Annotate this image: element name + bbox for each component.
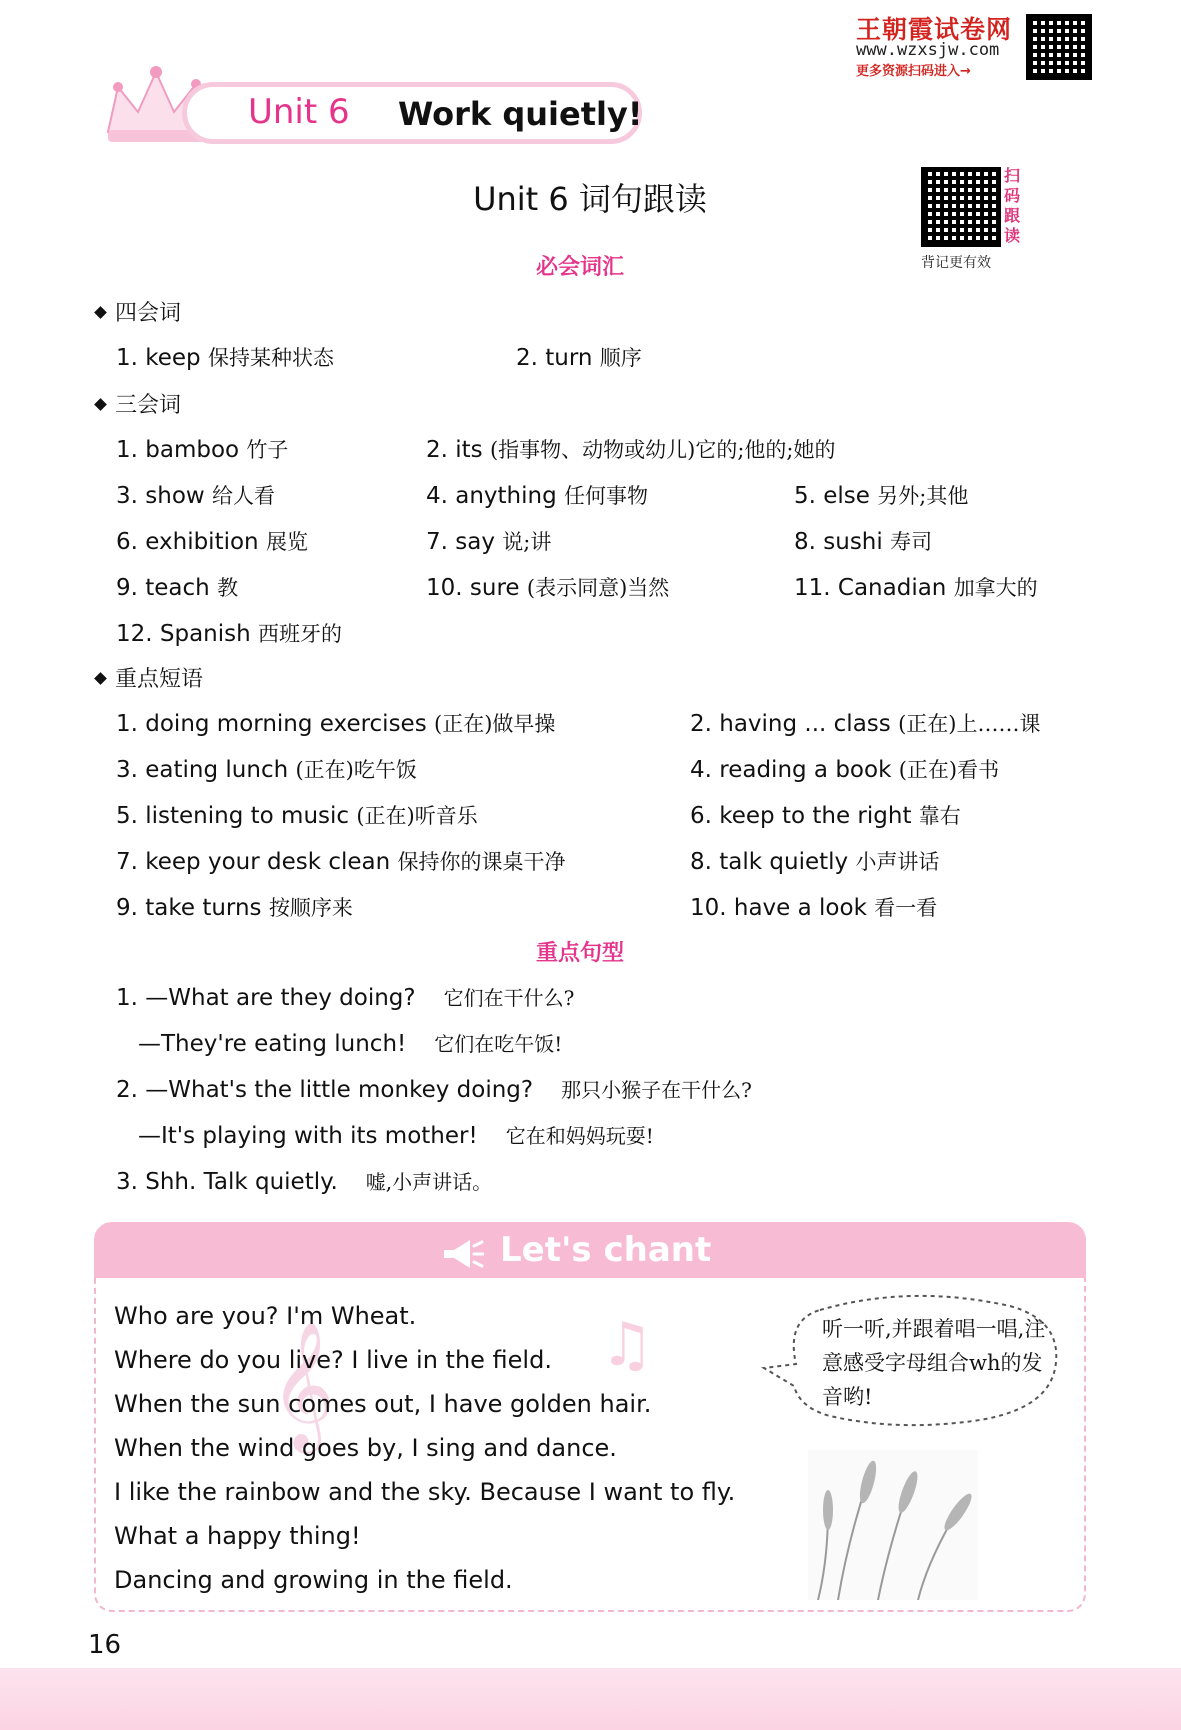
unit-title: Work quietly! [398, 95, 643, 133]
vocab-item: 9. teach 教 [116, 575, 239, 601]
music-note-icon: ♫ [600, 1310, 654, 1380]
vocab-item: 5. else 另外;其他 [794, 483, 969, 509]
phrase-item: 7. keep your desk clean 保持你的课桌干净 [116, 849, 566, 875]
chant-title: Let's chant [500, 1230, 712, 1270]
sentence-item: 2. —What's the little monkey doing? 那只小猴子在干什么? [116, 1077, 752, 1103]
page-heading: Unit 6 词句跟读 [473, 180, 707, 218]
chant-line: When the wind goes by, I sing and dance. [114, 1434, 617, 1462]
diamond-bullet-icon [94, 672, 107, 685]
vocab-item: 6. exhibition 展览 [116, 529, 308, 555]
bottom-decor-band [0, 1668, 1181, 1730]
chant-tip: 听一听,并跟着唱一唱,注意感受字母组合wh的发音哟! [822, 1317, 1046, 1409]
diamond-bullet-icon [94, 398, 107, 411]
vocab-item: 2. its (指事物、动物或幼儿)它的;他的;她的 [426, 437, 836, 463]
follow-read-qr-code-icon[interactable] [921, 167, 1001, 247]
vocab-section-title: 必会词汇 [536, 255, 625, 280]
sentence-item: —They're eating lunch! 它们在吃午饭! [138, 1031, 563, 1057]
phrase-item: 1. doing morning exercises (正在)做早操 [116, 711, 556, 737]
sentence-item: 1. —What are they doing? 它们在干什么? [116, 985, 575, 1011]
sentences-section-title: 重点句型 [536, 941, 625, 966]
phrase-item: 2. having ... class (正在)上……课 [690, 711, 1041, 737]
vocab-item: 1. bamboo 竹子 [116, 437, 289, 463]
chant-line: Dancing and growing in the field. [114, 1566, 513, 1594]
vocab-item: 1. keep 保持某种状态 [116, 345, 334, 371]
vocab-item: 11. Canadian 加拿大的 [794, 575, 1038, 601]
phrase-item: 8. talk quietly 小声讲话 [690, 849, 940, 875]
vocab-item: 4. anything 任何事物 [426, 483, 649, 509]
vocab-item: 3. show 给人看 [116, 483, 276, 509]
vocab-item: 10. sure (表示同意)当然 [426, 575, 670, 601]
watermark-qr-code-icon[interactable] [1026, 14, 1092, 80]
watermark-url[interactable]: www.wzxsjw.com [856, 40, 1000, 60]
vocab-item: 8. sushi 寿司 [794, 529, 933, 555]
qr-caption: 背记更有效 [921, 255, 991, 271]
phrase-item: 9. take turns 按顺序来 [116, 895, 353, 921]
watermark-brand: 王朝霞试卷网 [856, 15, 1013, 44]
wheat-image [808, 1450, 978, 1600]
vocab-item: 7. say 说;讲 [426, 529, 552, 555]
chant-line: Who are you? I'm Wheat. [114, 1302, 417, 1330]
phrases-heading: 重点短语 [96, 662, 203, 693]
three-skill-heading: 三会词 [96, 388, 181, 419]
phrase-item: 5. listening to music (正在)听音乐 [116, 803, 478, 829]
treble-clef-icon: 𝄞 [270, 1320, 336, 1448]
page-number: 16 [88, 1630, 122, 1660]
megaphone-icon [440, 1236, 484, 1272]
chant-line: Where do you live? I live in the field. [114, 1346, 552, 1374]
qr-side-text: 扫 码 跟 读 [1004, 166, 1021, 245]
chant-line: I like the rainbow and the sky. Because I want to fly. [114, 1478, 736, 1506]
four-skill-heading: 四会词 [96, 296, 181, 327]
sentence-item: —It's playing with its mother! 它在和妈妈玩耍! [138, 1123, 654, 1149]
watermark-tagline: 更多资源扫码进入→ [856, 64, 971, 79]
phrase-item: 10. have a look 看一看 [690, 895, 938, 921]
chant-line: What a happy thing! [114, 1522, 361, 1550]
phrase-item: 6. keep to the right 靠右 [690, 803, 961, 829]
chant-line: When the sun comes out, I have golden hair. [114, 1390, 652, 1418]
vocab-item: 12. Spanish 西班牙的 [116, 621, 343, 647]
unit-label: Unit 6 [248, 92, 350, 132]
phrase-item: 4. reading a book (正在)看书 [690, 757, 1000, 783]
diamond-bullet-icon [94, 306, 107, 319]
phrase-item: 3. eating lunch (正在)吃午饭 [116, 757, 417, 783]
sentence-item: 3. Shh. Talk quietly. 嘘,小声讲话。 [116, 1169, 493, 1195]
vocab-item: 2. turn 顺序 [516, 345, 642, 371]
